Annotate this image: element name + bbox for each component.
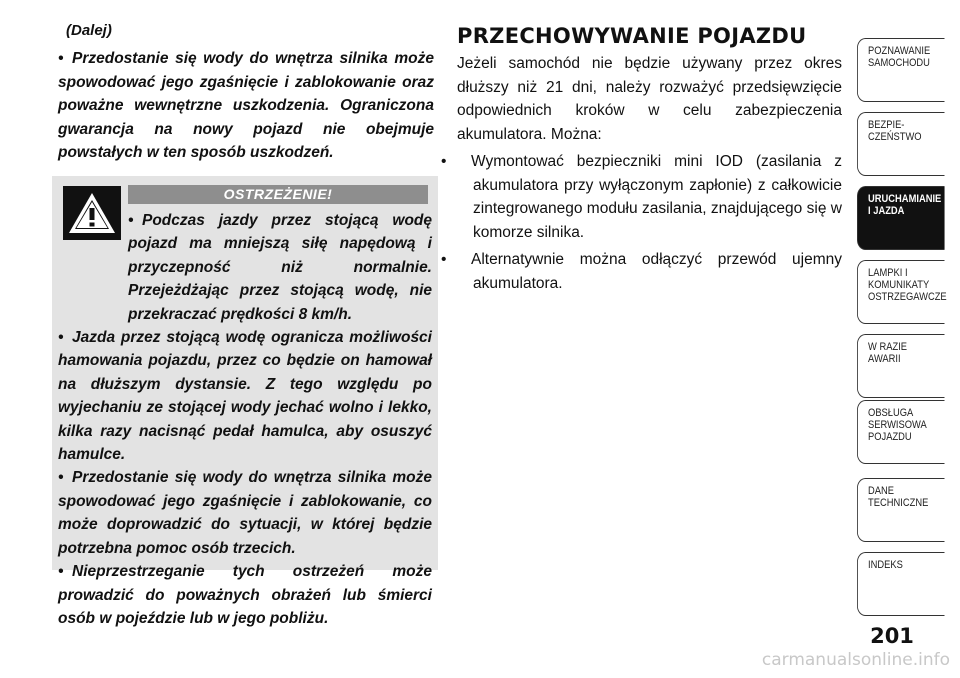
tab-bezpieczenstwo[interactable]: BEZPIE- CZEŃSTWO [857, 112, 945, 176]
left-bullet-paragraph [58, 47, 434, 165]
tab-dane-techniczne[interactable]: DANE TECHNICZNE [857, 478, 945, 542]
warning-item-3: • Przedostanie się wody do wnętrza silnika może spowodować jego zgaśnięcie i zablokowanie, co może doprowadzić do sytuacji, w której będzie potrzebna pomoc osób trzecich. [58, 466, 432, 560]
right-bullet-1: • Wymontować bezpieczniki mini IOD (zasilania z akumulatora przy wyłączonym zapłonie) z całkowicie zintegrowanego modułu zasilania, znajdującego się w komorze silnika. [457, 150, 842, 244]
page-number: 201 [870, 624, 914, 648]
warning-item-4: • Nieprzestrzeganie tych ostrzeżeń może prowadzić do poważnych obrażeń lub śmierci osób w pojeździe lub w jego pobliżu. [58, 560, 432, 630]
tab-w-razie-awarii[interactable]: W RAZIE AWARII [857, 334, 945, 398]
tab-poznawanie-samochodu[interactable]: POZNAWANIE SAMOCHODU [857, 38, 945, 102]
tab-uruchamianie-i-jazda[interactable]: URUCHAMIANIE I JAZDA [857, 186, 945, 250]
warning-text [58, 209, 432, 630]
left-column [58, 22, 434, 165]
right-column [441, 24, 842, 295]
bullet-glyph: • [58, 469, 64, 487]
warning-header: OSTRZEŻENIE! [128, 185, 428, 204]
bullet-glyph: • [441, 251, 447, 268]
intro-paragraph: Jeżeli samochód nie będzie używany przez okres dłuższy niż 21 dni, należy rozważyć przedsięwzięcie odpowiednich kroków w celu zabezpieczenia akumulatora. Można: [457, 55, 842, 143]
tab-obsluga-serwisowa[interactable]: OBSŁUGA SERWISOWA POJAZDU [857, 400, 945, 464]
tab-indeks[interactable]: INDEKS [857, 552, 945, 616]
bullet-glyph: • [58, 563, 64, 581]
continued-label: (Dalej) [66, 22, 112, 39]
bullet-glyph: • [58, 329, 64, 347]
right-bullet-2: • Alternatywnie można odłączyć przewód ujemny akumulatora. [457, 248, 842, 295]
tab-lampki-i-komunikaty[interactable]: LAMPKI I KOMUNIKATY OSTRZEGAWCZE [857, 260, 945, 324]
left-bullet-text: Przedostanie się wody do wnętrza silnika może spowodować jego zgaśnięcie i zablokowanie oraz poważne wewnętrzne uszkodzenia. Ograniczona gwarancja na nowy pojazd nie obejmuje powstałych w ten sposób uszkodzeń. [58, 50, 434, 161]
section-title: PRZECHOWYWANIE POJAZDU [457, 24, 807, 48]
chapter-tabs [857, 0, 960, 620]
watermark: carmanualsonline.info [761, 650, 950, 670]
warning-item-2: • Jazda przez stojącą wodę ogranicza możliwości hamowania pojazdu, przez co będzie on hamował na dłuższym dystansie. Z tego względu po wyjechaniu ze stojącej wody jechać wolno i lekko, kilka razy nacisnąć pedał hamulca, aby osuszyć hamulce. [58, 326, 432, 466]
warning-item-1: • Podczas jazdy przez stojącą wodę pojazd ma mniejszą siłę napędową i przyczepność niż normalnie. Przejeżdżając przez stojącą wodę, nie przekraczać prędkości 8 km/h. [128, 209, 432, 326]
warning-box [52, 176, 438, 627]
bullet-glyph: • [441, 153, 447, 170]
bullet-glyph: • [128, 212, 134, 229]
bullet-glyph: • [58, 50, 64, 67]
